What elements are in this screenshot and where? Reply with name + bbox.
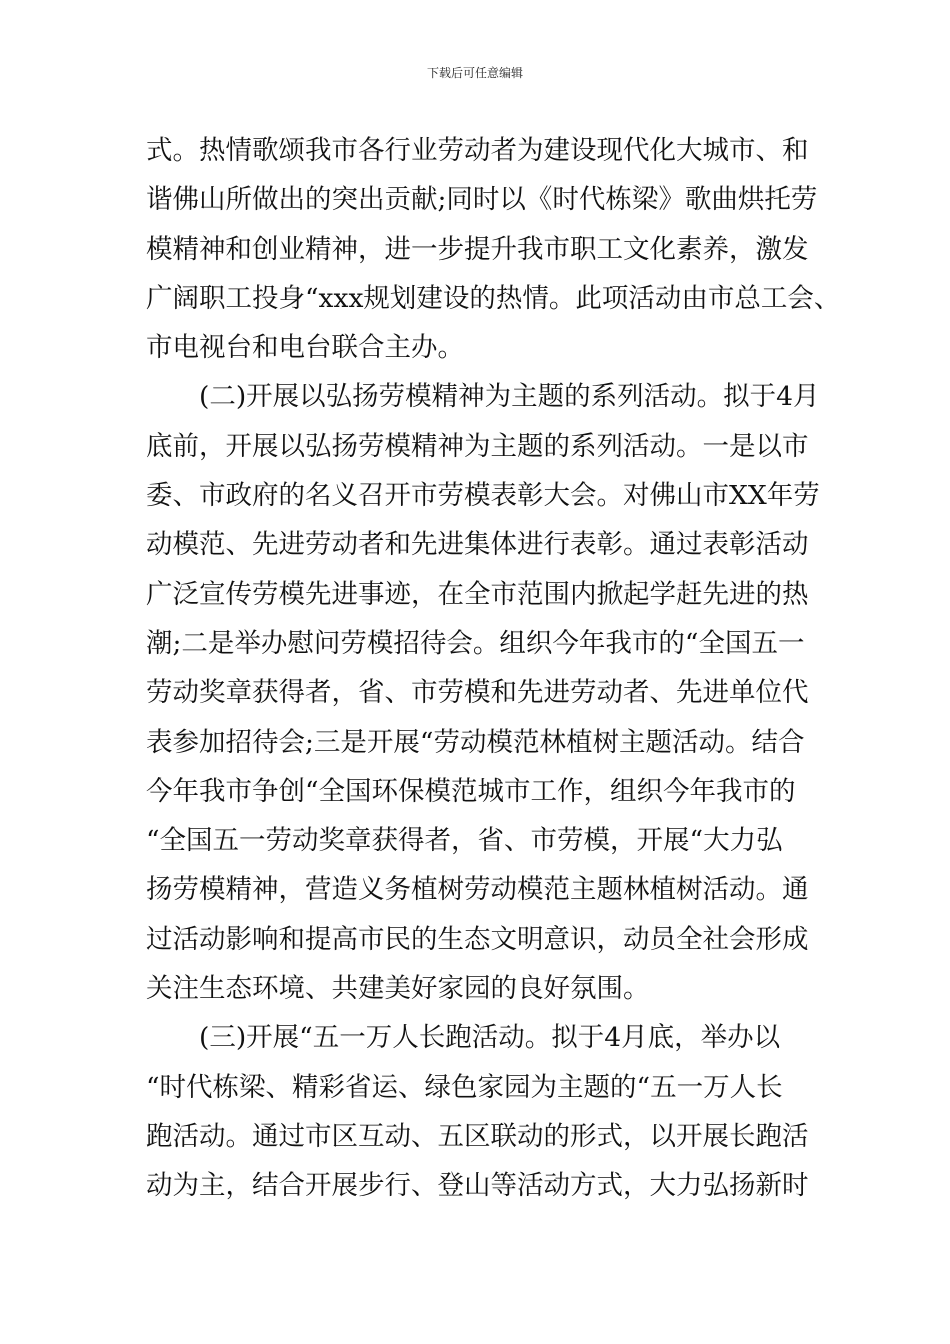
text-line: “时代栋梁、精彩省运、绿色家园为主题的“五一万人长 (146, 1071, 783, 1103)
text-line: 劳动奖章获得者，省、市劳模和先进劳动者、先进单位代 (146, 677, 809, 709)
text-line: 动为主，结合开展步行、登山等活动方式，大力弘扬新时 (146, 1170, 809, 1202)
text-line: 模精神和创业精神，进一步提升我市职工文化素养，激发 (146, 233, 809, 265)
text-line: 市电视台和电台联合主办。 (146, 332, 464, 364)
text-line: “全国五一劳动奖章获得者，省、市劳模，开展“大力弘 (146, 825, 783, 857)
text-line: 过活动影响和提高市民的生态文明意识，动员全社会形成 (146, 923, 809, 955)
text-line: 广泛宣传劳模先进事迹，在全市范围内掀起学赶先进的热 (146, 578, 809, 610)
text-line: 关注生态环境、共建美好家园的良好氛围。 (146, 973, 650, 1005)
text-line: 广阔职工投身“xxx规划建设的热情。此项活动由市总工会、 (146, 282, 841, 314)
text-line: (三)开展“五一万人长跑活动。拟于4月底，举办以 (146, 1022, 781, 1054)
text-line: 扬劳模精神，营造义务植树劳动模范主题林植树活动。通 (146, 874, 809, 906)
text-line: 式。热情歌颂我市各行业劳动者为建设现代化大城市、和 (146, 135, 809, 166)
text-line: 潮;二是举办慰问劳模招待会。组织今年我市的“全国五一 (146, 627, 805, 659)
text-line: 动模范、先进劳动者和先进集体进行表彰。通过表彰活动 (146, 529, 809, 561)
text-line: 委、市政府的名义召开市劳模表彰大会。对佛山市XX年劳 (146, 480, 820, 512)
text-line: 表参加招待会;三是开展“劳动模范林植树主题活动。结合 (146, 726, 805, 758)
header-note: 下载后可任意编辑 (426, 66, 523, 80)
text-line: (二)开展以弘扬劳模精神为主题的系列活动。拟于4月 (146, 381, 820, 413)
text-line: 底前，开展以弘扬劳模精神为主题的系列活动。一是以市 (146, 430, 809, 462)
document-body (146, 126, 841, 1211)
text-line: 谐佛山所做出的突出贡献;同时以《时代栋梁》歌曲烘托劳 (146, 184, 818, 216)
text-line: 今年我市争创“全国环保模范城市工作，组织今年我市的 (146, 775, 796, 807)
text-line: 跑活动。通过市区互动、五区联动的形式，以开展长跑活 (146, 1120, 809, 1152)
